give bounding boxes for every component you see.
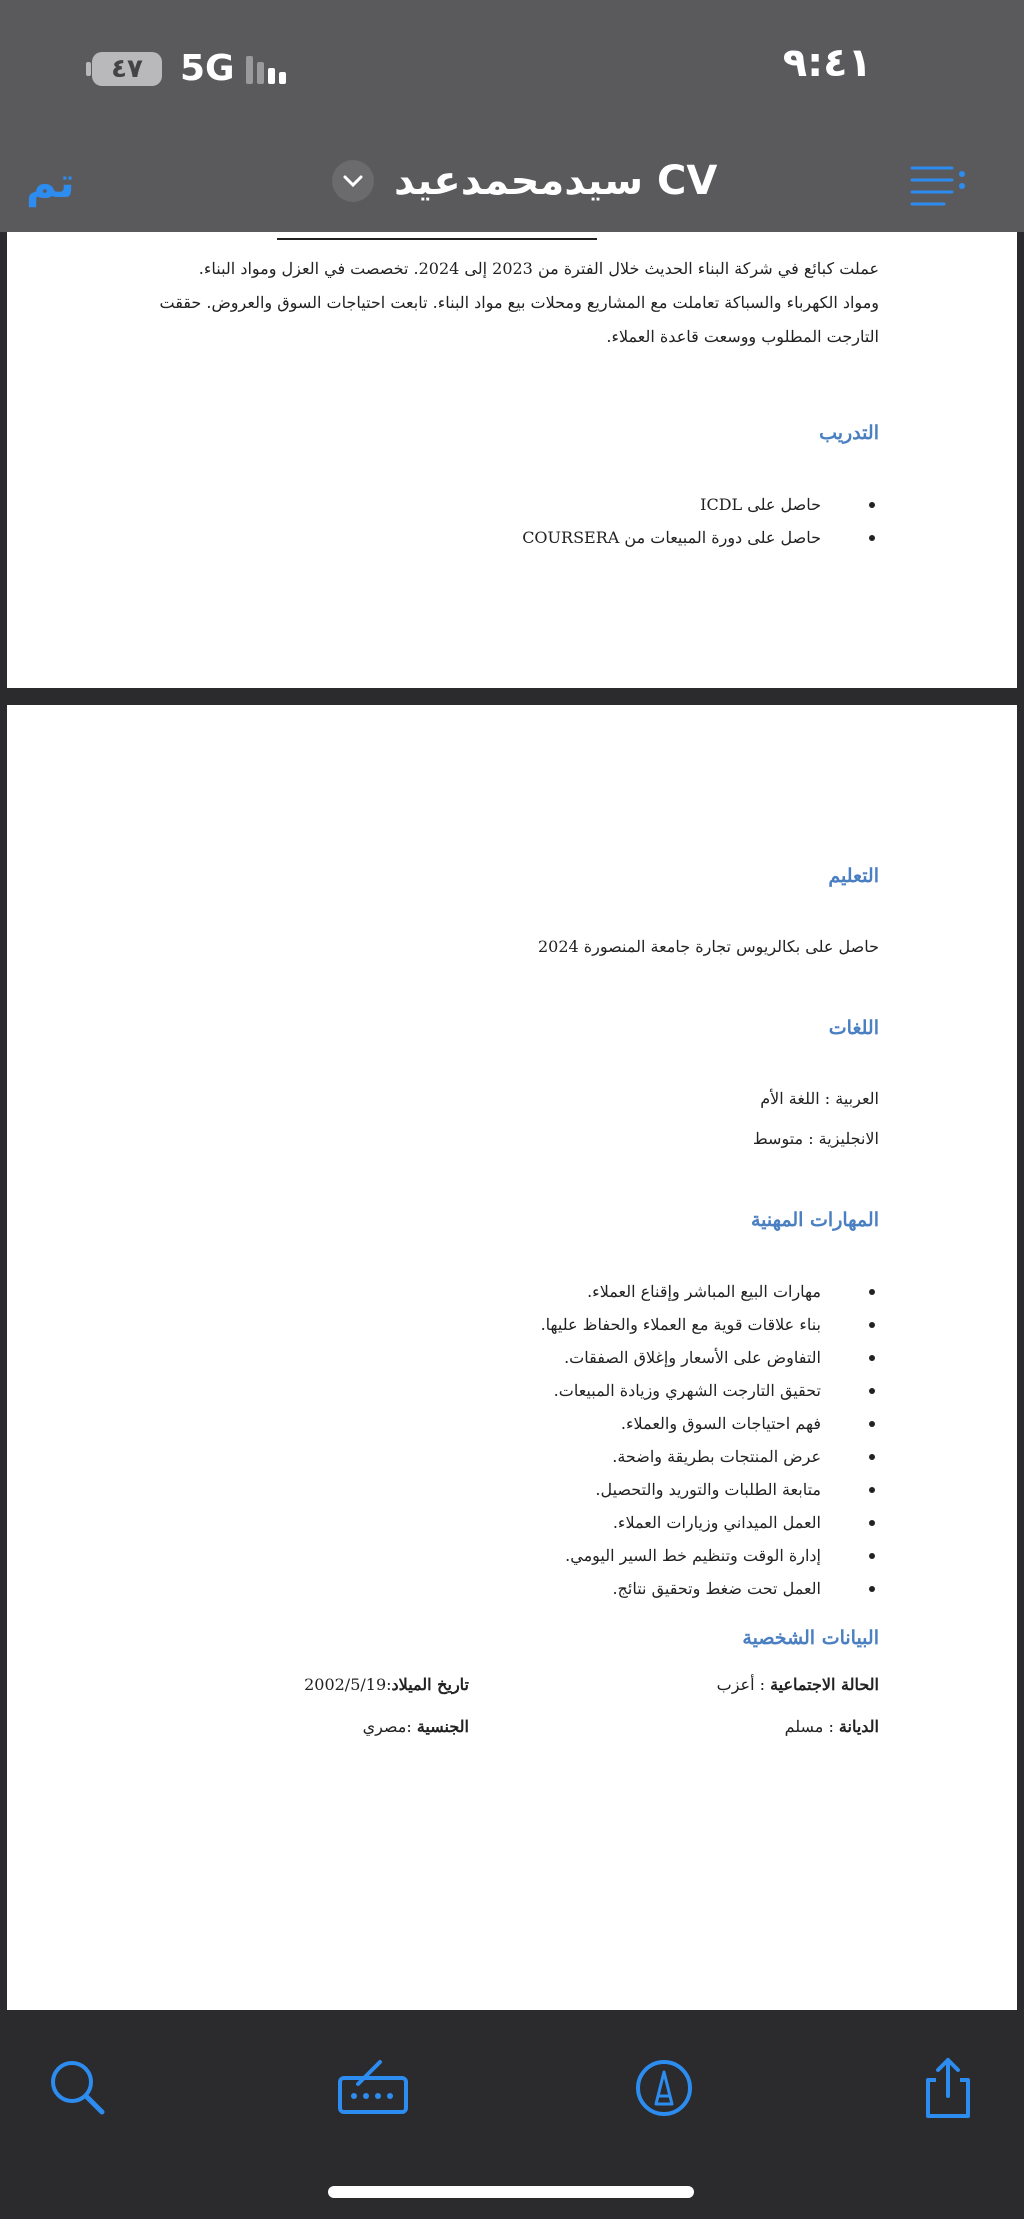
signal-icon: [246, 56, 294, 84]
list-item: العمل تحت ضغط وتحقيق نتائج.: [541, 1572, 879, 1605]
list-item: متابعة الطلبات والتوريد والتحصيل.: [541, 1473, 879, 1506]
list-item: إدارة الوقت وتنظيم خط السير اليومي.: [541, 1539, 879, 1572]
nationality: الجنسية :مصري: [362, 1717, 469, 1736]
home-indicator[interactable]: [328, 2186, 694, 2198]
network-type: 5G: [180, 48, 235, 89]
education-heading: التعليم: [828, 865, 879, 887]
skills-heading: المهارات المهنية: [750, 1209, 879, 1231]
list-item: مهارات البيع المباشر وإقناع العملاء.: [541, 1275, 879, 1308]
navigation-bar: [0, 140, 1024, 232]
list-item: تحقيق التارجت الشهري وزيادة المبيعات.: [541, 1374, 879, 1407]
language-arabic: العربية : اللغة الأم: [760, 1089, 879, 1108]
battery-icon: ٤٧: [92, 52, 162, 86]
status-time: ٩:٤١: [782, 40, 872, 86]
scan-icon[interactable]: [334, 2052, 414, 2124]
list-item: حاصل على ICDL: [522, 488, 879, 521]
list-icon[interactable]: [908, 162, 968, 210]
document-page-2: [7, 705, 1017, 2010]
list-item: عرض المنتجات بطريقة واضحة.: [541, 1440, 879, 1473]
language-english: الانجليزية : متوسط: [752, 1129, 879, 1148]
battery-tip: [86, 62, 91, 76]
share-icon[interactable]: [912, 2052, 984, 2124]
training-heading: التدريب: [819, 422, 879, 444]
list-item: العمل الميداني وزيارات العملاء.: [541, 1506, 879, 1539]
list-item: حاصل على دورة المبيعات من COURSERA: [522, 521, 879, 554]
education-text: حاصل على بكالريوس تجارة جامعة المنصورة 2024: [537, 937, 879, 956]
chevron-down-icon[interactable]: [332, 160, 374, 202]
personal-heading: البيانات الشخصية: [742, 1627, 879, 1649]
list-item: فهم احتياجات السوق والعملاء.: [541, 1407, 879, 1440]
languages-heading: اللغات: [828, 1017, 879, 1039]
markup-icon[interactable]: [628, 2052, 700, 2124]
marital-status: الحالة الاجتماعية : أعزب: [716, 1675, 879, 1694]
skills-list: [541, 1275, 879, 1605]
list-item: التفاوض على الأسعار وإغلاق الصفقات.: [541, 1341, 879, 1374]
document-title[interactable]: سيدمحمدعيد CV: [394, 158, 718, 204]
religion: الديانة : مسلم: [784, 1717, 879, 1736]
cut-off-heading: [277, 224, 597, 240]
birth-date: تاريخ الميلاد:2002/5/19: [304, 1675, 469, 1694]
search-icon[interactable]: [42, 2052, 114, 2124]
experience-paragraph: عملت كبائع في شركة البناء الحديث خلال الفترة من 2023 إلى 2024. تخصصت في العزل ومواد البناء. ومواد الكهرباء والسباكة تعاملت مع المشاريع ومحلات بيع مواد البناء. تابعت احتياجات السوق والعروض. حققت التارجت المطلوب ووسعت قاعدة العملاء.: [159, 259, 879, 346]
document-page-1: [7, 232, 1017, 688]
status-bar: [0, 0, 1024, 140]
done-button[interactable]: تم: [26, 158, 75, 207]
training-list: [522, 488, 879, 554]
list-item: بناء علاقات قوية مع العملاء والحفاظ عليها.: [541, 1308, 879, 1341]
